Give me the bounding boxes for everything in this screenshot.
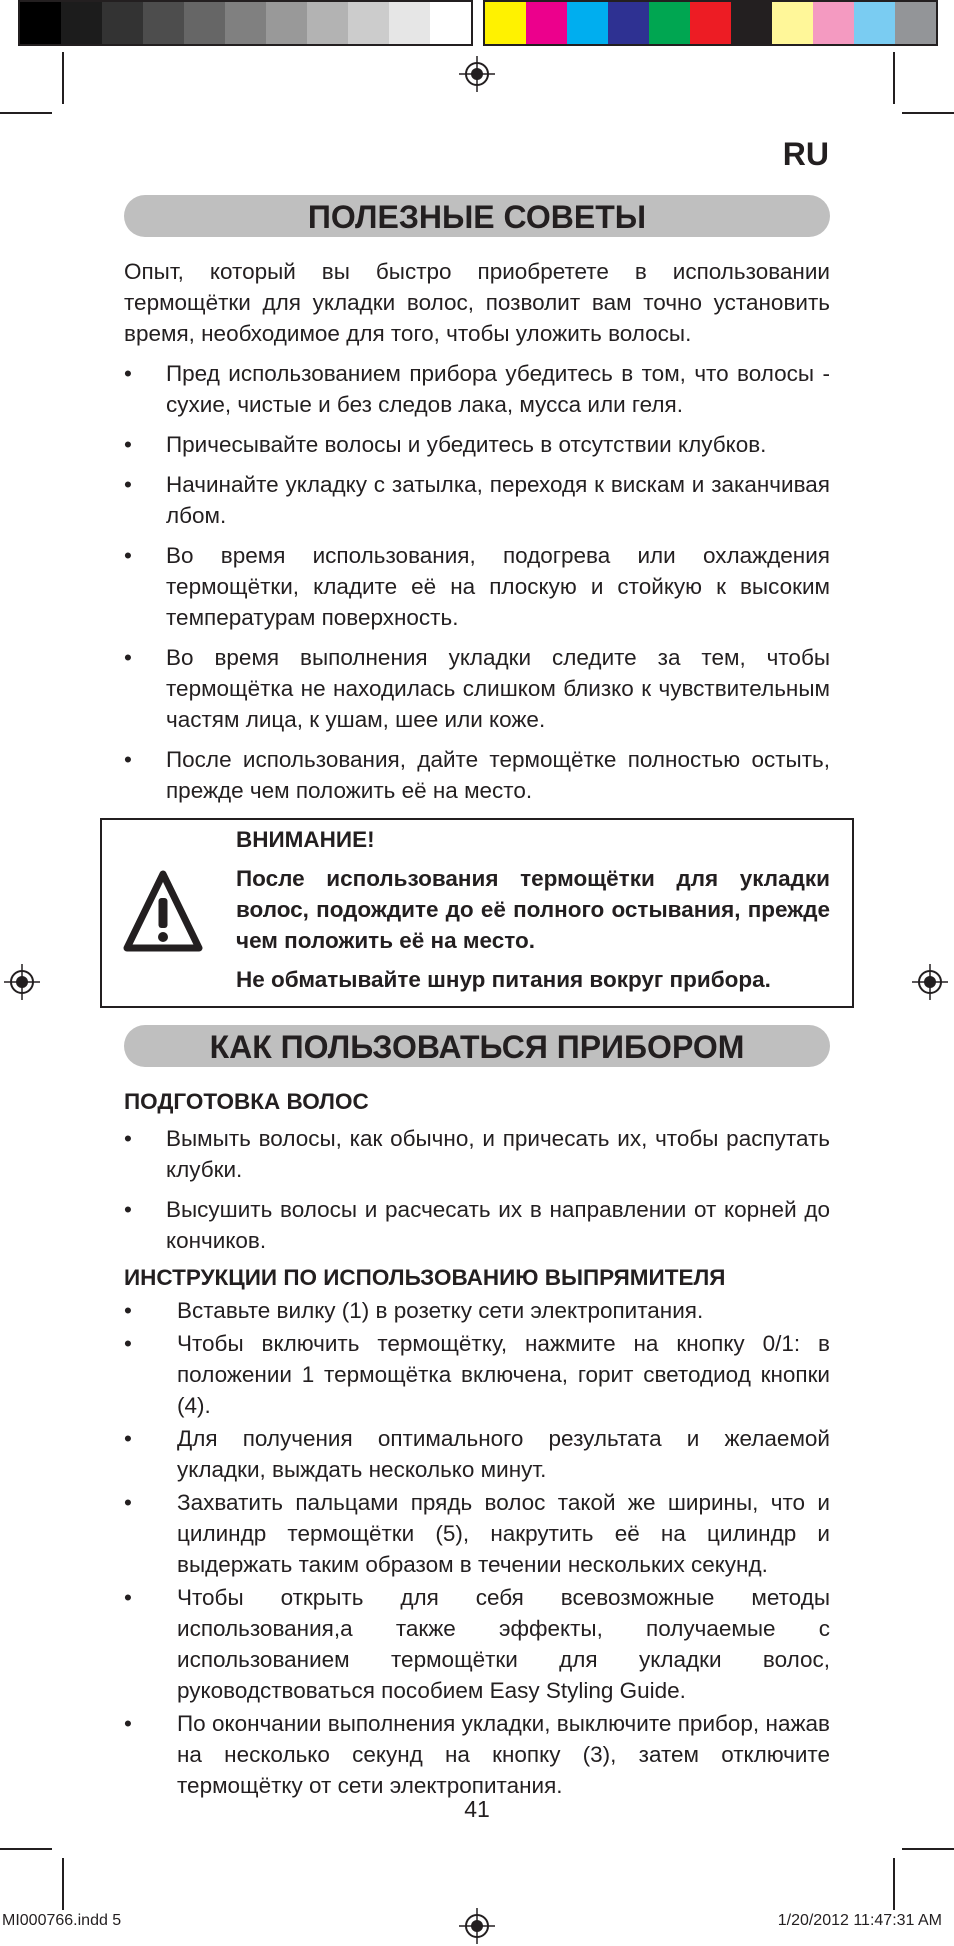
subheading-hair-prep: ПОДГОТОВКА ВОЛОС (124, 1089, 369, 1114)
crop-mark (62, 52, 64, 104)
color-swatch (854, 2, 895, 44)
warning-title: ВНИМАНИЕ! (236, 827, 375, 852)
color-swatch (225, 2, 266, 44)
section-header-usage: КАК ПОЛЬЗОВАТЬСЯ ПРИБОРОМ (124, 1025, 830, 1067)
grayscale-color-bar (18, 0, 473, 46)
list-item: • По окончании выполнения укладки, выключите прибор, нажав на несколько секунд на кнопку (3), затем отключите термощётку от сети электропитания. (124, 1708, 830, 1801)
subheading-instructions: ИНСТРУКЦИИ ПО ИСПОЛЬЗОВАНИЮ ВЫПРЯМИТЕЛЯ (124, 1265, 726, 1290)
registration-mark-icon (459, 56, 495, 92)
list-item: • Чтобы включить термощётку, нажмите на кнопку 0/1: в положении 1 термощётка включена, горит светодиод кнопки (4). (124, 1328, 830, 1421)
color-swatch (61, 2, 102, 44)
crop-mark (902, 112, 954, 114)
list-item: • Во время использования, подогрева или охлаждения термощётки, кладите её на плоскую и стойкую к высоким температурам поверхность. (124, 540, 830, 633)
tips-list (124, 358, 830, 806)
tips-content (124, 256, 830, 806)
list-item: • Вымыть волосы, как обычно, и причесать их, чтобы распутать клубки. (124, 1123, 830, 1185)
color-swatch (567, 2, 608, 44)
warning-text-2: Не обматывайте шнур питания вокруг прибора. (236, 967, 771, 992)
list-item: • Начинайте укладку с затылка, переходя к вискам и заканчивая лбом. (124, 469, 830, 531)
warning-triangle-icon (122, 868, 204, 956)
list-item: • Причесывайте волосы и убедитесь в отсутствии клубков. (124, 429, 830, 460)
list-item: • Для получения оптимального результата и желаемой укладки, выждать несколько минут. (124, 1423, 830, 1485)
registration-mark-icon (4, 964, 40, 1000)
list-item: • Пред использованием прибора убедитесь в том, что волосы - сухие, чистые и без следов лака, мусса или геля. (124, 358, 830, 420)
prep-list (124, 1123, 830, 1256)
list-item: • Высушить волосы и расчесать их в направлении от корней до кончиков. (124, 1194, 830, 1256)
registration-mark-icon (459, 1908, 495, 1944)
color-swatch (348, 2, 389, 44)
color-swatch (731, 2, 772, 44)
list-item: • Во время выполнения укладки следите за тем, чтобы термощётка не находилась слишком близко к чувствительным частям лица, к ушам, шее или коже. (124, 642, 830, 735)
crop-mark (0, 1848, 52, 1850)
warning-text-1: После использования термощётки для укладки волос, подождите до её полного остывания, прежде чем положить её на место. (236, 866, 830, 953)
tips-intro: Опыт, который вы быстро приобретете в использовании термощётки для укладки волос, позволит вам точно установить время, необходимое для того, чтобы уложить волосы. (124, 259, 830, 346)
color-swatch (143, 2, 184, 44)
process-color-bar (483, 0, 938, 46)
color-swatch (772, 2, 813, 44)
list-item: • После использования, дайте термощётке полностью остыть, прежде чем положить её на место. (124, 744, 830, 806)
color-swatch (895, 2, 936, 44)
color-swatch (690, 2, 731, 44)
color-swatch (184, 2, 225, 44)
instructions-list (124, 1295, 830, 1801)
crop-mark (902, 1848, 954, 1850)
crop-mark (62, 1858, 64, 1910)
color-swatch (526, 2, 567, 44)
section-header-tips: ПОЛЕЗНЫЕ СОВЕТЫ (124, 195, 830, 237)
color-swatch (813, 2, 854, 44)
color-swatch (389, 2, 430, 44)
language-code: RU (782, 136, 829, 172)
page-number: 41 (464, 1796, 490, 1822)
list-item: • Вставьте вилку (1) в розетку сети электропитания. (124, 1295, 830, 1326)
list-item: • Чтобы открыть для себя всевозможные методы использования,а также эффекты, получаемые с использованием термощётки для укладки волос, руководствоваться пособием Easy Styling Guide. (124, 1582, 830, 1706)
footer-date: 1/20/2012 11:47:31 AM (777, 1912, 942, 1929)
color-swatch (649, 2, 690, 44)
usage-content (124, 1086, 830, 1801)
color-swatch (266, 2, 307, 44)
crop-mark (893, 1858, 895, 1910)
registration-mark-icon (912, 964, 948, 1000)
crop-mark (0, 112, 52, 114)
color-swatch (102, 2, 143, 44)
color-swatch (20, 2, 61, 44)
warning-text (236, 824, 830, 995)
color-swatch (430, 2, 471, 44)
footer-file-name: MI000766.indd 5 (2, 1912, 122, 1929)
list-item: • Захватить пальцами прядь волос такой же ширины, что и цилиндр термощётки (5), накрутить её на цилиндр и выдержать таким образом в течении нескольких секунд. (124, 1487, 830, 1580)
crop-mark (893, 52, 895, 104)
color-swatch (307, 2, 348, 44)
color-swatch (485, 2, 526, 44)
color-swatch (608, 2, 649, 44)
